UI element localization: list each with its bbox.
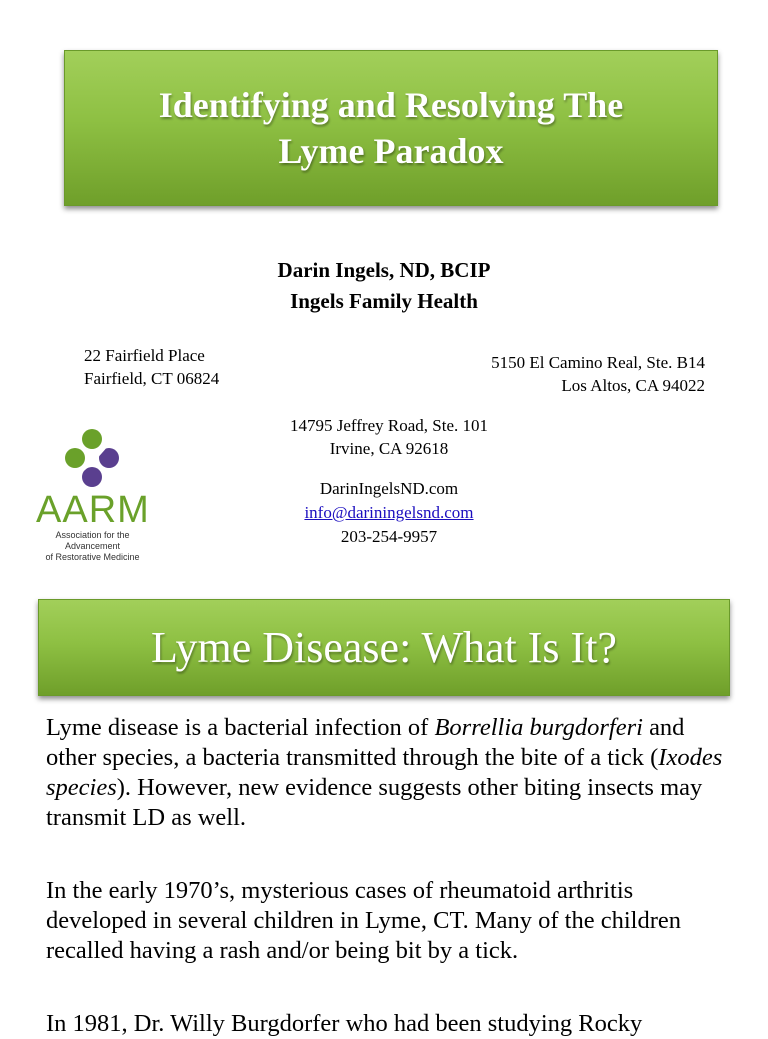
aarm-cross-icon (30, 428, 155, 490)
section-title: Lyme Disease: What Is It? (151, 623, 617, 672)
phone-number: 203-254-9957 (340, 527, 438, 546)
aarm-logo-subtitle: Association for the Advancement of Restorative Medicine (45, 530, 140, 562)
address-los-altos: 5150 El Camino Real, Ste. B14 Los Altos, CA 94022 (491, 353, 705, 395)
author-name: Darin Ingels, ND, BCIP (277, 258, 491, 282)
address-irvine: 14795 Jeffrey Road, Ste. 101 Irvine, CA 92618 (290, 416, 488, 458)
website-text: DarinIngelsND.com (319, 479, 459, 498)
paragraph-lyme-definition: Lyme disease is a bacterial infection of Borrellia burgdorferi and other species, a bacteria transmitted through the bite of a tick (Ixodes species). However, new evidence suggests other biting insects may transmit LD as well. (46, 714, 723, 831)
aarm-logo-text: AARM (36, 489, 150, 531)
section-banner (38, 599, 730, 696)
aarm-logo (30, 428, 155, 562)
paragraph-burgdorfer: In 1981, Dr. Willy Burgdorfer who had been studying Rocky (46, 1010, 643, 1037)
paragraph-lyme-history: In the early 1970’s, mysterious cases of rheumatoid arthritis developed in several children in Lyme, CT. Many of the children recalled having a rash and/or being bit by a tick. (46, 877, 681, 964)
title-banner (64, 50, 718, 206)
email-link[interactable]: info@dariningelsnd.com (304, 503, 474, 522)
author-organization: Ingels Family Health (290, 289, 478, 313)
address-fairfield: 22 Fairfield Place Fairfield, CT 06824 (84, 346, 220, 388)
document-title: Identifying and Resolving The Lyme Paradox (158, 84, 624, 171)
